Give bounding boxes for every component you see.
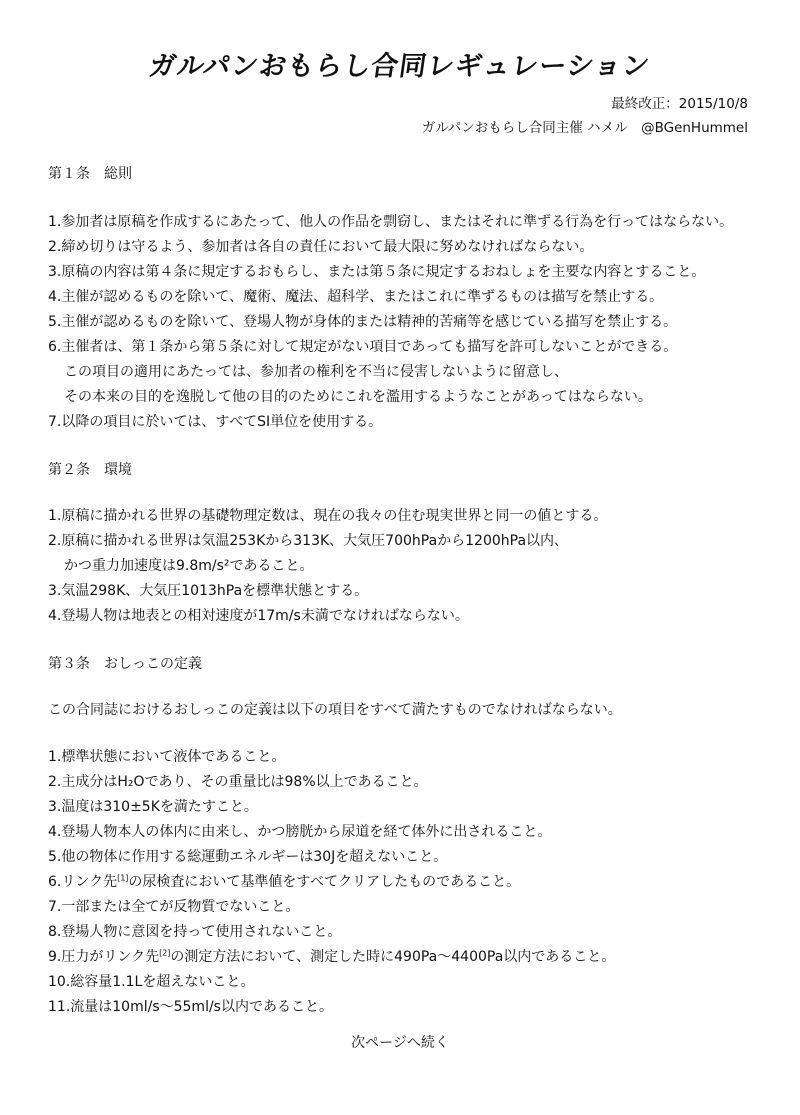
article1-item: 2.締め切りは守るよう、参加者は各自の責任において最大限に努めなければならない。 xyxy=(48,239,594,255)
revision-date: 最終改正：2015/10/8 xyxy=(611,96,748,112)
article1-item: 5.主催が認めるものを除いて、登場人物が身体的または精神的苦痛等を感じている描写を禁止する。 xyxy=(48,314,678,330)
article1-item: 4.主催が認めるものを除いて、魔術、魔法、超科学、またはこれに準ずるものは描写を禁止する。 xyxy=(48,289,664,305)
article3-item: 4.登場人物本人の体内に由来し、かつ膀胱から尿道を経て体外に出されること。 xyxy=(48,824,552,840)
article3-intro: この合同誌におけるおしっこの定義は以下の項目をすべて満たすものでなければならない。 xyxy=(48,702,622,718)
article2-item: 4.登場人物は地表との相対速度が17m/s未満でなければならない。 xyxy=(48,608,469,624)
article3-item: 2.主成分はH₂Oであり、その重量比は98%以上であること。 xyxy=(48,774,428,790)
article1-item: 7.以降の項目に於いては、すべてSI単位を使用する。 xyxy=(48,414,383,430)
article3-item: 11.流量は10ml/s～55ml/s以内であること。 xyxy=(48,999,333,1015)
article3-item: 7.一部または全てが反物質でないこと。 xyxy=(48,899,300,915)
article2-item-continuation: かつ重力加速度は9.8m/s²であること。 xyxy=(64,558,314,574)
article2-heading: 第２条 環境 xyxy=(48,462,132,478)
continued-next-page: 次ページへ続く xyxy=(351,1035,449,1051)
article2-item: 2.原稿に描かれる世界は気温253Kから313K、大気圧700hPaから1200hPa以内、 xyxy=(48,533,569,549)
article3-item: 6.リンク先[1]の尿検査において基準値をすべてクリアしたものであること。 xyxy=(48,873,521,890)
article3-item: 5.他の物体に作用する総運動エネルギーは30Jを超えないこと。 xyxy=(48,849,448,865)
organizer-credit: ガルパンおもらし合同主催 ハメル @BGenHummel xyxy=(421,120,748,136)
article1-heading: 第１条 総則 xyxy=(48,166,132,182)
article3-item: 9.圧力がリンク先[2]の測定方法において、測定した時に490Pa～4400Pa以内であること。 xyxy=(48,948,616,965)
article3-item: 10.総容量1.1Lを超えないこと。 xyxy=(48,974,255,990)
article2-item: 3.気温298K、大気圧1013hPaを標準状態とする。 xyxy=(48,583,369,599)
article1-item: 1.参加者は原稿を作成するにあたって、他人の作品を剽窃し、またはそれに準ずる行為を行ってはならない。 xyxy=(48,214,734,230)
article3-item: 3.温度は310±5Kを満たすこと。 xyxy=(48,799,258,815)
article3-item: 1.標準状態において液体であること。 xyxy=(48,749,286,765)
article2-item: 1.原稿に描かれる世界の基礎物理定数は、現在の我々の住む現実世界と同一の値とする。 xyxy=(48,508,608,524)
article1-item-continuation: その本来の目的を逸脱して他の目的のためにこれを濫用するようなことがあってはならない。 xyxy=(64,389,652,405)
article1-item-continuation: この項目の適用にあたっては、参加者の権利を不当に侵害しないように留意し、 xyxy=(64,364,568,380)
page-title: ガルパンおもらし合同レギュレーション xyxy=(146,51,653,82)
article3-item: 8.登場人物に意図を持って使用されないこと。 xyxy=(48,924,342,940)
article1-item: 6.主催者は、第１条から第５条に対して規定がない項目であっても描写を許可しないことができる。 xyxy=(48,339,678,355)
article1-item: 3.原稿の内容は第４条に規定するおもらし、または第５条に規定するおねしょを主要な内容とすること。 xyxy=(48,264,706,280)
article3-heading: 第３条 おしっこの定義 xyxy=(48,656,202,672)
